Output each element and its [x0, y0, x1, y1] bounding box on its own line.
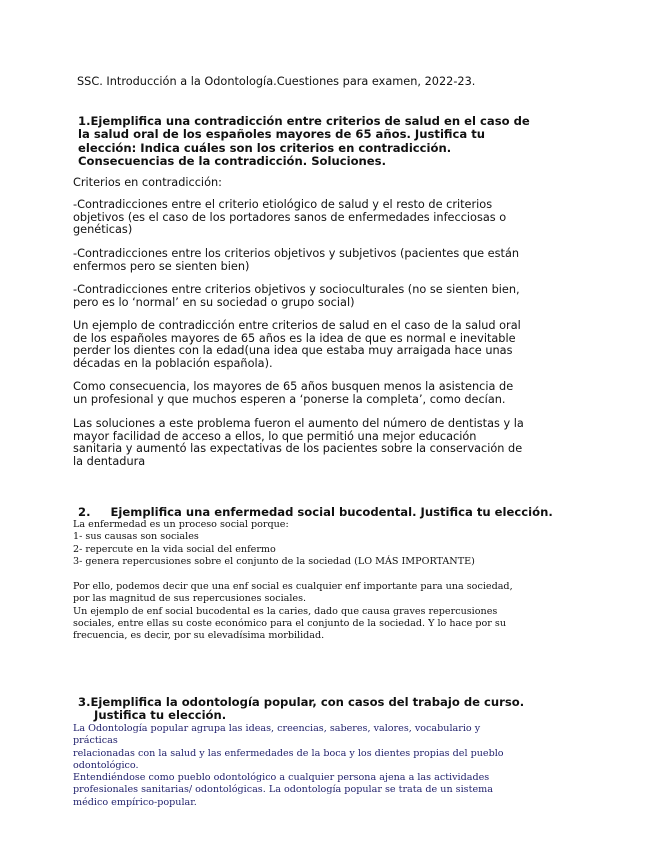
text-line: por las magnitud de sus repercusiones sociales. [73, 593, 307, 605]
heading-line: 1.Ejemplifica una contradicción entre criterios de salud en el caso de [78, 114, 530, 128]
text-line: sanitaria y aumentó las expectativas de los pacientes sobre la conservación de [73, 442, 523, 456]
text-line: Un ejemplo de contradicción entre criterios de salud en el caso de la salud oral [73, 319, 521, 332]
text-line: objetivos (es el caso de los portadores sanos de enfermedades infecciosas o [73, 210, 507, 224]
text-line: profesionales sanitarias/ odontológicas. La odontología popular se trata de un sistema [73, 784, 493, 796]
document-title: SSC. Introducción a la Odontología.Cuestiones para examen, 2022-23. [77, 75, 476, 88]
text-line: médico empírico-popular. [73, 796, 197, 808]
text-line: Un ejemplo de enf social bucodental es la caries, dado que causa graves repercusiones [73, 605, 498, 617]
text-line: La enfermedad es un proceso social porque: [73, 519, 289, 530]
q2-number: 2. [78, 505, 91, 519]
q3-heading [78, 696, 558, 723]
text-line: 1- sus causas son sociales [73, 531, 199, 543]
consequence-paragraph [73, 381, 548, 406]
example-paragraph [73, 320, 548, 370]
heading-line: elección: Indica cuáles son los criterios en contradicción. [78, 140, 452, 155]
text-line: -Contradicciones entre el criterio etiológico de salud y el resto de criterios [73, 198, 493, 211]
q3-body [73, 723, 548, 809]
text-line: La Odontología popular agrupa las ideas, creencias, saberes, valores, vocabulario y [73, 723, 481, 734]
q2-heading [78, 506, 578, 519]
text-line: frecuencia, es decir, por su elevadísima morbilidad. [73, 630, 325, 642]
heading-line: la salud oral de los españoles mayores de 65 años. Justifica tu [78, 127, 486, 142]
text-line: Por ello, podemos decir que una enf social es cualquier enf importante para una sociedad, [73, 581, 513, 592]
q2-heading-text: Ejemplifica una enfermedad social bucodental. Justifica tu elección. [110, 505, 553, 519]
text-line: -Contradicciones entre los criterios objetivos y subjetivos (pacientes que están [73, 247, 520, 260]
solutions-paragraph [73, 418, 548, 468]
text-line: prácticas [73, 735, 118, 747]
text-line: perder los dientes con la edad(una idea que estaba muy arraigada hace unas [73, 344, 513, 358]
text-line: -Contradicciones entre criterios objetivos y socioculturales (no se sienten bien, [73, 283, 520, 296]
text-line: Las soluciones a este problema fueron el aumento del número de dentistas y la [73, 417, 524, 430]
criterion-subjective [73, 248, 548, 273]
text-line: sociales, entre ellas su coste económico para el conjunto de la sociedad. Y lo hace por su [73, 617, 507, 629]
text-line: Entendiéndose como pueblo odontológico a cualquier persona ajena a las actividades [73, 772, 490, 784]
text-line: odontológico. [73, 759, 139, 771]
text-line: mayor facilidad de acceso a ellos, lo que permitió una mejor educación [73, 429, 477, 443]
heading-line: Consecuencias de la contradicción. Soluciones. [78, 153, 386, 168]
text-line: genéticas) [73, 223, 133, 237]
text-line: décadas en la población española). [73, 356, 273, 370]
text-line: 3- genera repercusiones sobre el conjunto de la sociedad (LO MÁS IMPORTANTE) [73, 555, 475, 567]
criterion-sociocultural [73, 284, 548, 309]
q2-conclusion [73, 581, 548, 642]
text-line: 2- repercute en la vida social del enfermo [73, 543, 276, 555]
heading-line: Justifica tu elección. [94, 708, 227, 723]
q2-intro [73, 519, 548, 568]
criteria-label: Criterios en contradicción: [73, 176, 222, 189]
heading-line: 3.Ejemplifica la odontología popular, con casos del trabajo de curso. [78, 695, 525, 709]
text-line: pero es lo ‘normal’ en su sociedad o grupo social) [73, 295, 355, 309]
criterion-etiologic [73, 199, 548, 237]
text-line: Como consecuencia, los mayores de 65 años busquen menos la asistencia de [73, 380, 514, 393]
text-line: un profesional y que muchos esperen a ‘ponerse la completa’, como decían. [73, 392, 506, 406]
text-line: enfermos pero se sienten bien) [73, 259, 250, 273]
text-line: la dentadura [73, 454, 146, 468]
text-line: de los españoles mayores de 65 años es la idea de que es normal e inevitable [73, 331, 516, 345]
q1-heading [78, 115, 558, 168]
text-line: relacionadas con la salud y las enfermedades de la boca y los dientes propias del pueblo [73, 747, 504, 759]
